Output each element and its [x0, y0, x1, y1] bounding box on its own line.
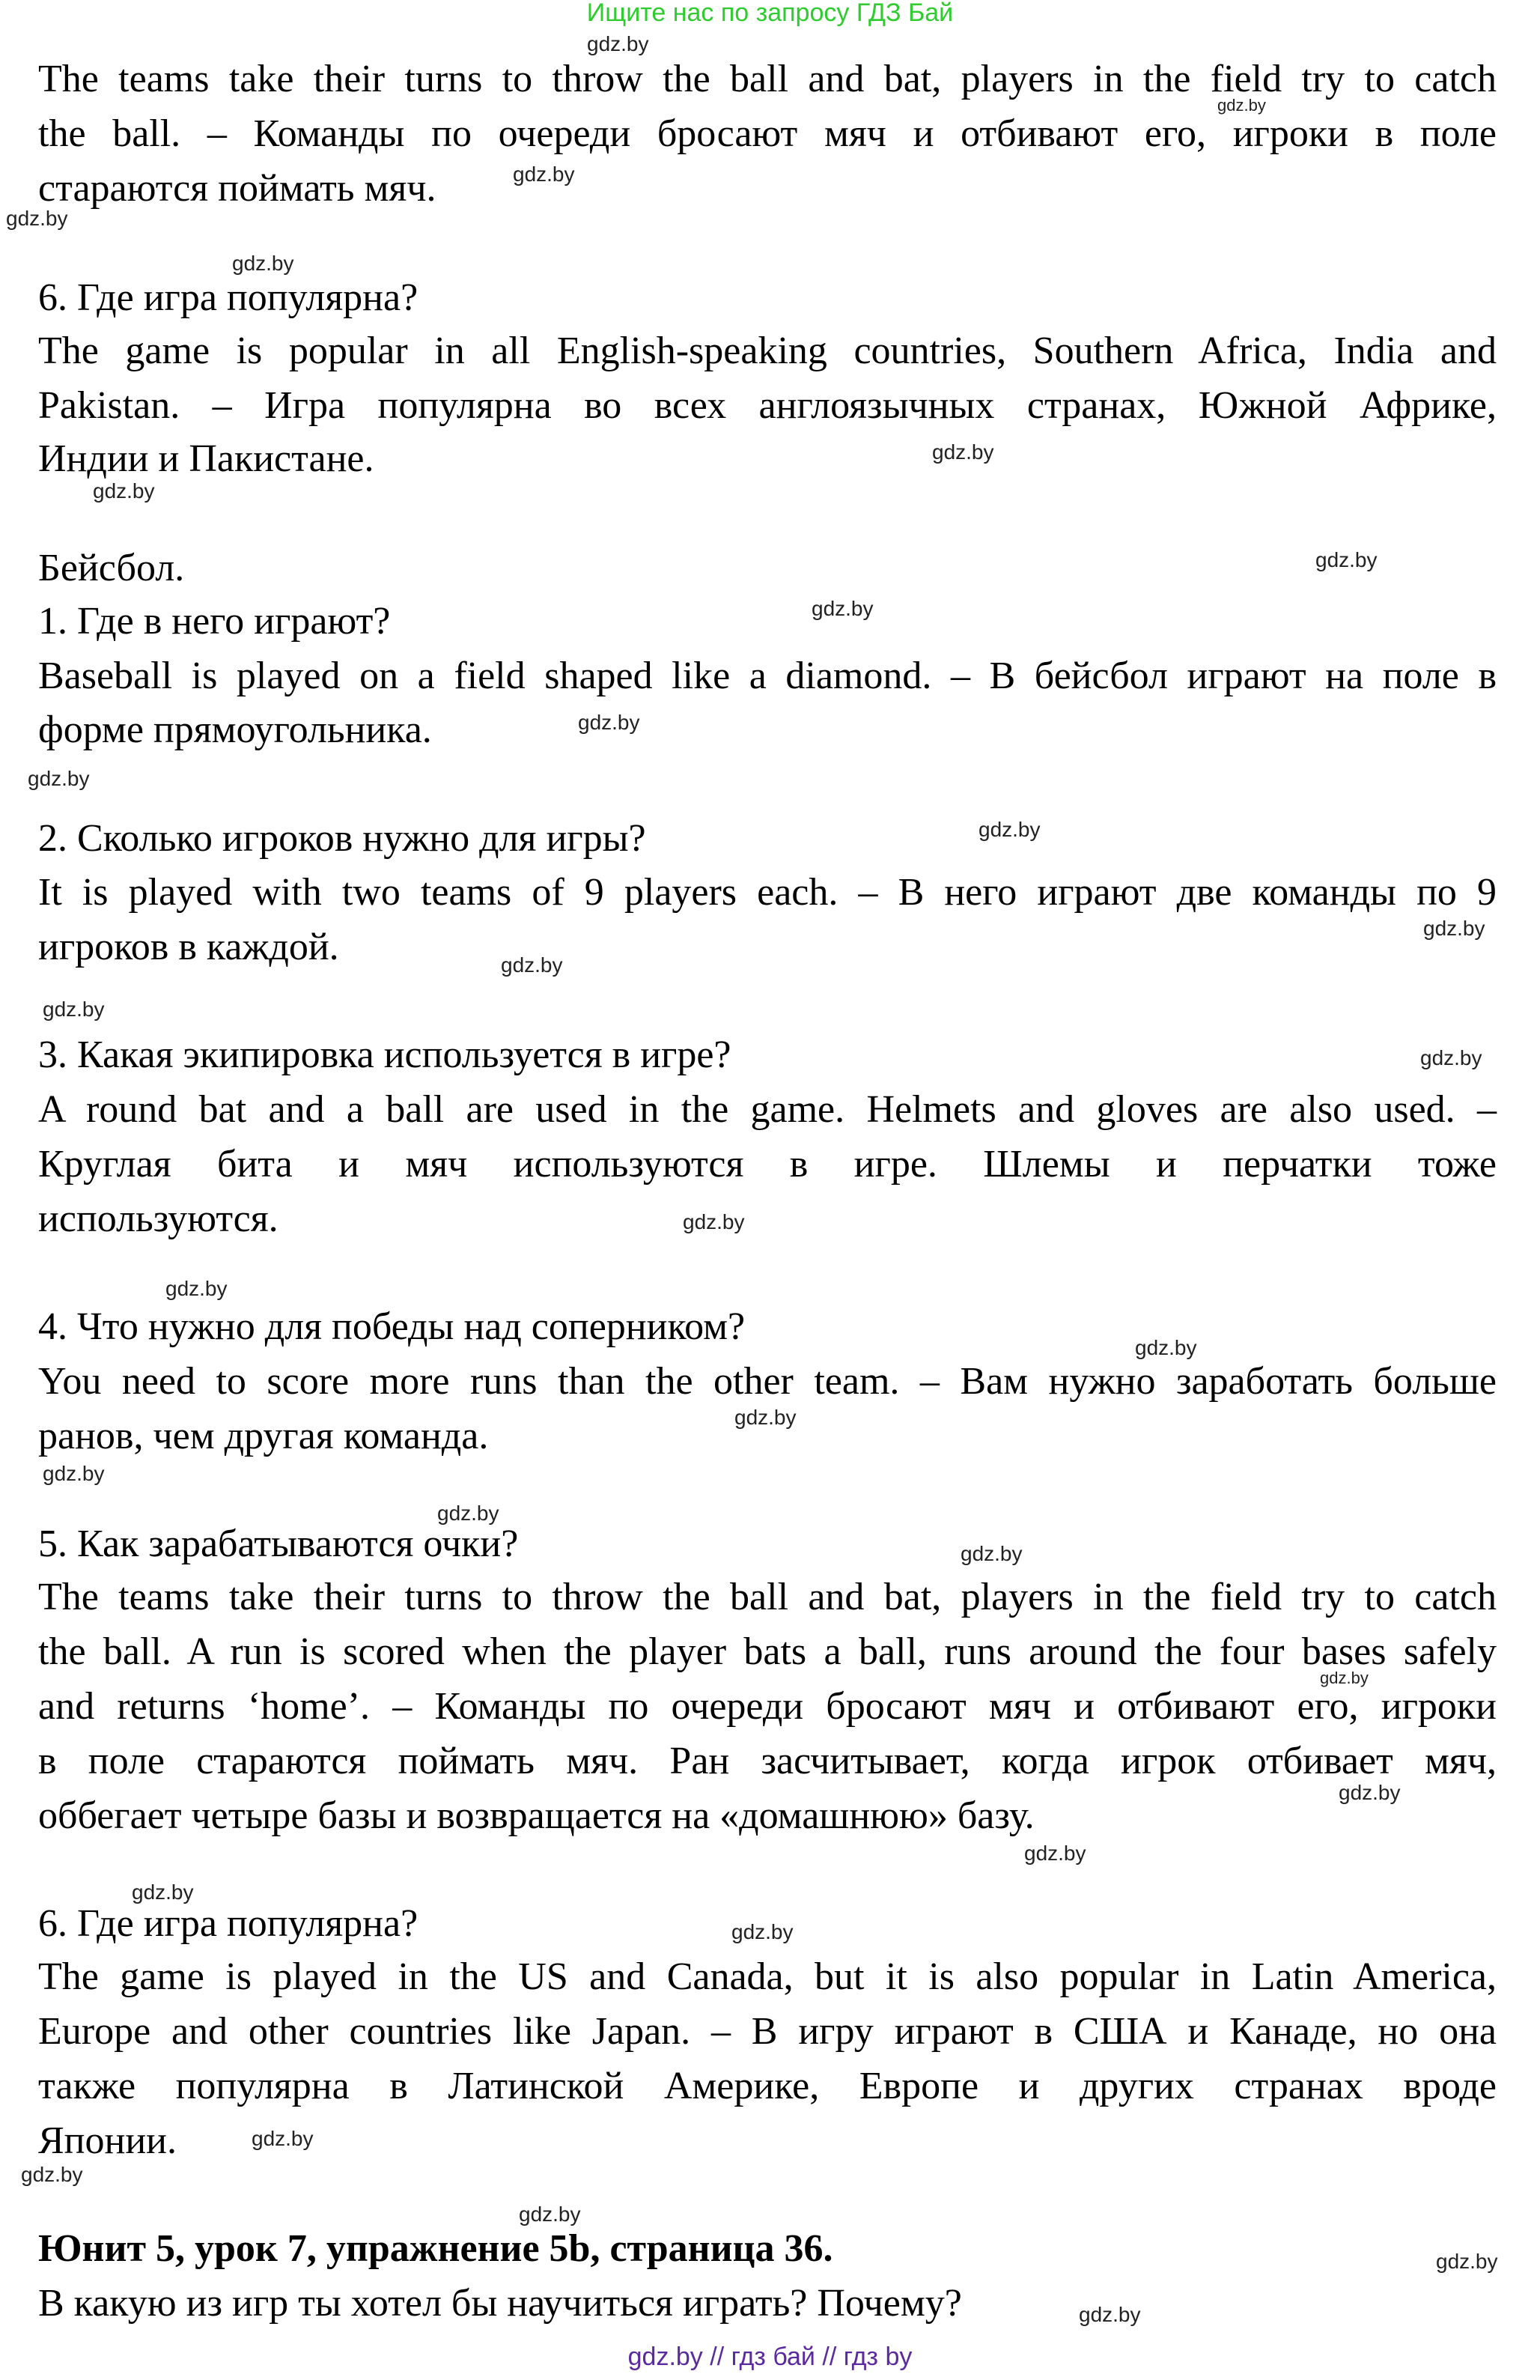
text-line: The teams take their turns to throw the ball and bat, players in the field try to catch: [38, 1576, 1497, 1618]
watermark: gdz.by: [437, 1502, 499, 1525]
text-line: Индии и Пакистане.: [38, 437, 374, 480]
text-line: The game is played in the US and Canada, but it is also popular in Latin America,: [38, 1955, 1497, 1998]
watermark: gdz.by: [1320, 1669, 1369, 1687]
watermark: gdz.by: [132, 1880, 194, 1904]
text-line: стараются поймать мяч.: [38, 167, 436, 210]
text-line: оббегает четыре базы и возвращается на «домашнюю» базу.: [38, 1794, 1035, 1837]
watermark: gdz.by: [1315, 548, 1378, 571]
watermark: gdz.by: [1436, 2250, 1498, 2273]
watermark: gdz.by: [1420, 1046, 1482, 1069]
watermark: gdz.by: [232, 252, 294, 275]
question-heading: В какую из игр ты хотел бы научиться играть? Почему?: [38, 2282, 962, 2325]
text-line: Baseball is played on a field shaped like a diamond. – В бейсбол играют на поле в: [38, 655, 1497, 697]
site-footer-links[interactable]: gdz.by // гдз бай // гдз by: [627, 2343, 913, 2371]
watermark: gdz.by: [731, 1920, 794, 1943]
text-line: Японии.: [38, 2119, 177, 2162]
watermark: gdz.by: [1217, 96, 1266, 115]
watermark: gdz.by: [683, 1210, 745, 1233]
watermark: gdz.by: [1423, 917, 1485, 940]
watermark: gdz.by: [513, 163, 575, 186]
question-heading: 2. Сколько игроков нужно для игры?: [38, 817, 646, 860]
watermark: gdz.by: [43, 1462, 105, 1485]
watermark: gdz.by: [1024, 1842, 1086, 1865]
watermark: gdz.by: [252, 2127, 314, 2150]
watermark: gdz.by: [932, 440, 994, 464]
text-line: Круглая бита и мяч используются в игре. Шлемы и перчатки тоже: [38, 1143, 1497, 1186]
exercise-heading: Юнит 5, урок 7, упражнение 5b, страница 36.: [38, 2227, 833, 2270]
question-heading: 6. Где игра популярна?: [38, 276, 419, 319]
text-line: форме прямоугольника.: [38, 708, 432, 751]
watermark: gdz.by: [1135, 1336, 1197, 1359]
watermark: gdz.by: [93, 479, 155, 503]
watermark: gdz.by: [961, 1542, 1023, 1565]
watermark: gdz.by: [587, 32, 649, 55]
watermark: gdz.by: [734, 1406, 797, 1429]
watermark: gdz.by: [812, 597, 874, 620]
text-line: and returns ‘home’. – Команды по очереди бросают мяч и отбивают его, игроки: [38, 1685, 1497, 1728]
watermark: gdz.by: [28, 767, 90, 790]
text-line: the ball. – Команды по очереди бросают мяч и отбивают его, игроки в поле: [38, 112, 1497, 155]
text-line: также популярна в Латинской Америке, Европе и других странах вроде: [38, 2065, 1497, 2107]
watermark: gdz.by: [501, 953, 563, 977]
text-line: Pakistan. – Игра популярна во всех англоязычных странах, Южной Африке,: [38, 384, 1497, 427]
question-heading: 3. Какая экипировка используется в игре?: [38, 1033, 731, 1076]
watermark: gdz.by: [43, 998, 105, 1021]
text-line: The game is popular in all English-speaking countries, Southern Africa, India and: [38, 330, 1497, 372]
text-line: Europe and other countries like Japan. – В игру играют в США и Канаде, но она: [38, 2010, 1497, 2053]
watermark: gdz.by: [1079, 2303, 1141, 2326]
question-heading: 5. Как зарабатываются очки?: [38, 1523, 519, 1565]
watermark: gdz.by: [578, 711, 640, 734]
text-line: A round bat and a ball are used in the game. Helmets and gloves are also used. –: [38, 1088, 1497, 1131]
watermark: gdz.by: [6, 207, 68, 230]
question-heading: 4. Что нужно для победы над соперником?: [38, 1305, 746, 1348]
site-banner: Ищите нас по запросу ГДЗ Бай: [586, 0, 954, 27]
text-line: the ball. A run is scored when the player bats a ball, runs around the four bases safely: [38, 1630, 1497, 1673]
text-line: в поле стараются поймать мяч. Ран засчитывает, когда игрок отбивает мяч,: [38, 1740, 1497, 1782]
watermark: gdz.by: [519, 2203, 581, 2226]
watermark: gdz.by: [165, 1277, 228, 1300]
text-line: You need to score more runs than the other team. – Вам нужно заработать больше: [38, 1360, 1497, 1403]
question-heading: 6. Где игра популярна?: [38, 1902, 419, 1945]
text-line: игроков в каждой.: [38, 926, 339, 968]
question-heading: 1. Где в него играют?: [38, 600, 391, 643]
section-heading: Бейсбол.: [38, 547, 185, 589]
text-line: It is played with two teams of 9 players each. – В него играют две команды по 9: [38, 871, 1497, 914]
text-line: The teams take their turns to throw the ball and bat, players in the field try to catch: [38, 58, 1497, 100]
watermark: gdz.by: [1339, 1781, 1401, 1804]
text-line: используются.: [38, 1197, 279, 1240]
watermark: gdz.by: [979, 818, 1041, 841]
watermark: gdz.by: [21, 2163, 83, 2186]
text-line: ранов, чем другая команда.: [38, 1415, 489, 1457]
